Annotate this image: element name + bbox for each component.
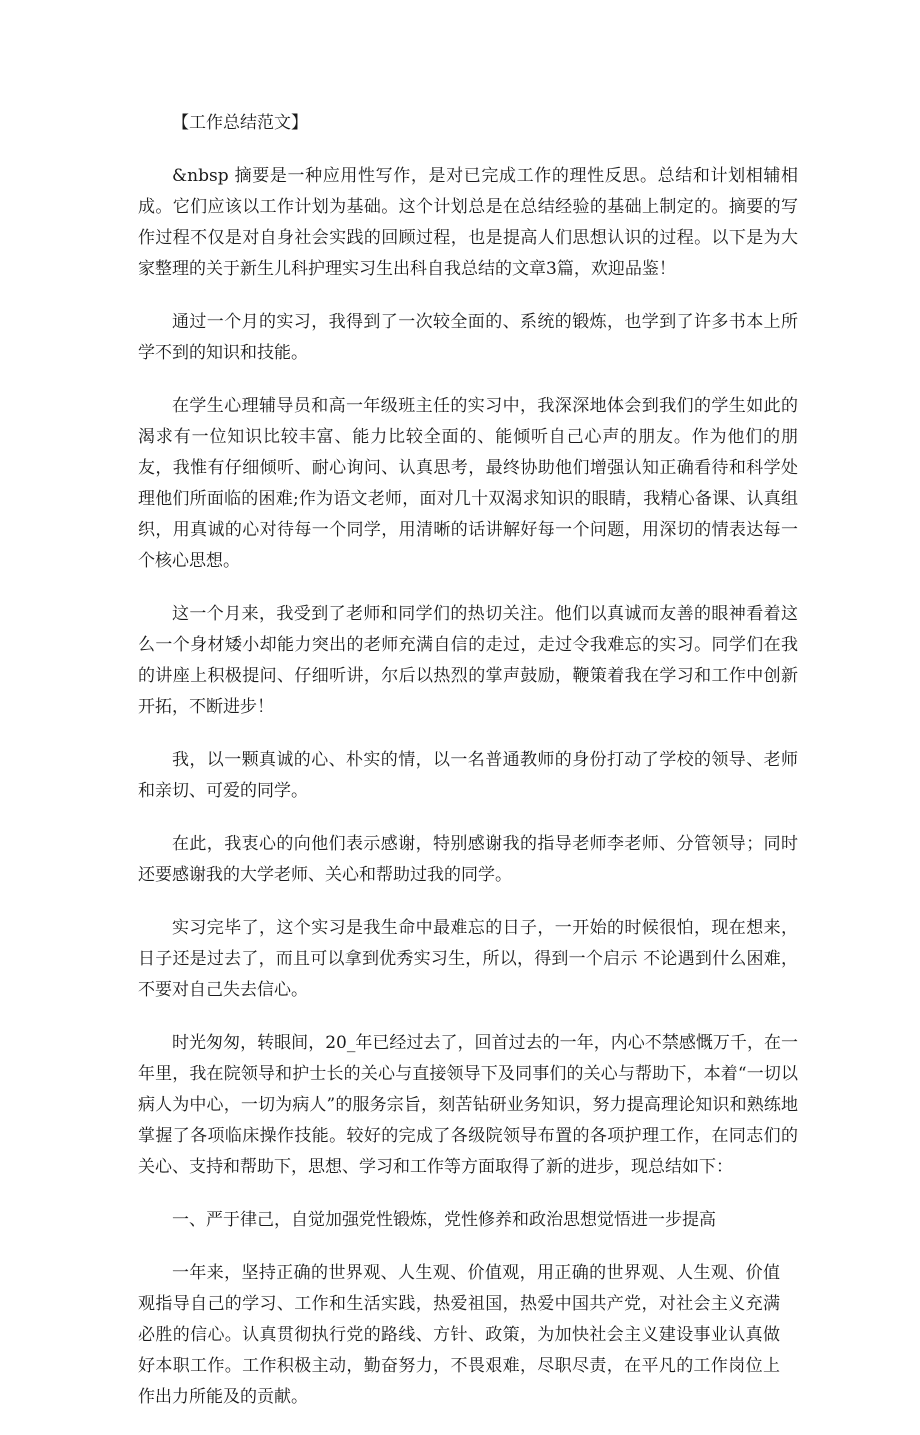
section-heading: 一、严于律己，自觉加强党性锻炼，党性修养和政治思想觉悟进一步提高 <box>172 1210 716 1230</box>
paragraph-counselor: 在学生心理辅导员和高一年级班主任的实习中，我深深地体会到我们的学生如此的渴求有一位知识比较丰富、能力比较全面的、能倾听自己心声的朋友。作为他们的朋友，我惟有仔细倾听、耐心询问、认真思考，最终协助他们增强认知正确看待和科学处理他们所面临的困难;作为语文老师，面对几十双渴求知识的眼睛，我精心备课、认真组织，用真诚的心对待每一个同学，用清晰的话讲解好每一个问题，用深切的情表达每一个核心思想。 <box>138 396 798 571</box>
paragraph-final: 一年来，坚持正确的世界观、人生观、价值观，用正确的世界观、人生观、价值观指导自己的学习、工作和生活实践，热爱祖国，热爱中国共产党，对社会主义充满必胜的信心。认真贯彻执行党的路线、方针、政策，为加快社会主义建设事业认真做好本职工作。工作积极主动，勤奋努力，不畏艰难，尽职尽责，在平凡的工作岗位上作出力所能及的贡献。 <box>138 1263 780 1407</box>
document-title: 【工作总结范文】 <box>172 113 308 133</box>
paragraph-internship-end: 实习完毕了，这个实习是我生命中最难忘的日子，一开始的时候很怕，现在想来，日子还是过去了，而且可以拿到优秀实习生，所以，得到一个启示 不论遇到什么困难，不要对自己失去信心。 <box>138 918 798 1000</box>
paragraph-internship-month: 通过一个月的实习，我得到了一次较全面的、系统的锻炼，也学到了许多书本上所学不到的知识和技能。 <box>138 312 798 363</box>
document-page <box>138 108 798 1435</box>
paragraph-sincere-heart: 我，以一颗真诚的心、朴实的情，以一名普通教师的身份打动了学校的领导、老师和亲切、可爱的同学。 <box>138 750 798 801</box>
paragraph-thanks: 在此，我衷心的向他们表示感谢，特别感谢我的指导老师李老师、分管领导；同时还要感谢我的大学老师、关心和帮助过我的同学。 <box>138 834 798 885</box>
paragraph-year-review: 时光匆匆，转眼间，20_年已经过去了，回首过去的一年，内心不禁感慨万千，在一年里，我在院领导和护士长的关心与直接领导下及同事们的关心与帮助下，本着“一切以病人为中心，一切为病人”的服务宗旨，刻苦钻研业务知识，努力提高理论知识和熟练地掌握了各项临床操作技能。较好的完成了各级院领导布置的各项护理工作，在同志们的关心、支持和帮助下，思想、学习和工作等方面取得了新的进步，现总结如下： <box>138 1033 798 1177</box>
paragraph-intro: &nbsp 摘要是一种应用性写作，是对已完成工作的理性反思。总结和计划相辅相成。它们应该以工作计划为基础。这个计划总是在总结经验的基础上制定的。摘要的写作过程不仅是对自身社会实践的回顾过程，也是提高人们思想认识的过程。以下是为大家整理的关于新生儿科护理实习生出科自我总结的文章3篇，欢迎品鉴！ <box>138 166 798 279</box>
paragraph-attention: 这一个月来，我受到了老师和同学们的热切关注。他们以真诚而友善的眼神看着这么一个身材矮小却能力突出的老师充满自信的走过，走过令我难忘的实习。同学们在我的讲座上积极提问、仔细听讲，尔后以热烈的掌声鼓励，鞭策着我在学习和工作中创新开拓，不断进步！ <box>138 604 798 717</box>
